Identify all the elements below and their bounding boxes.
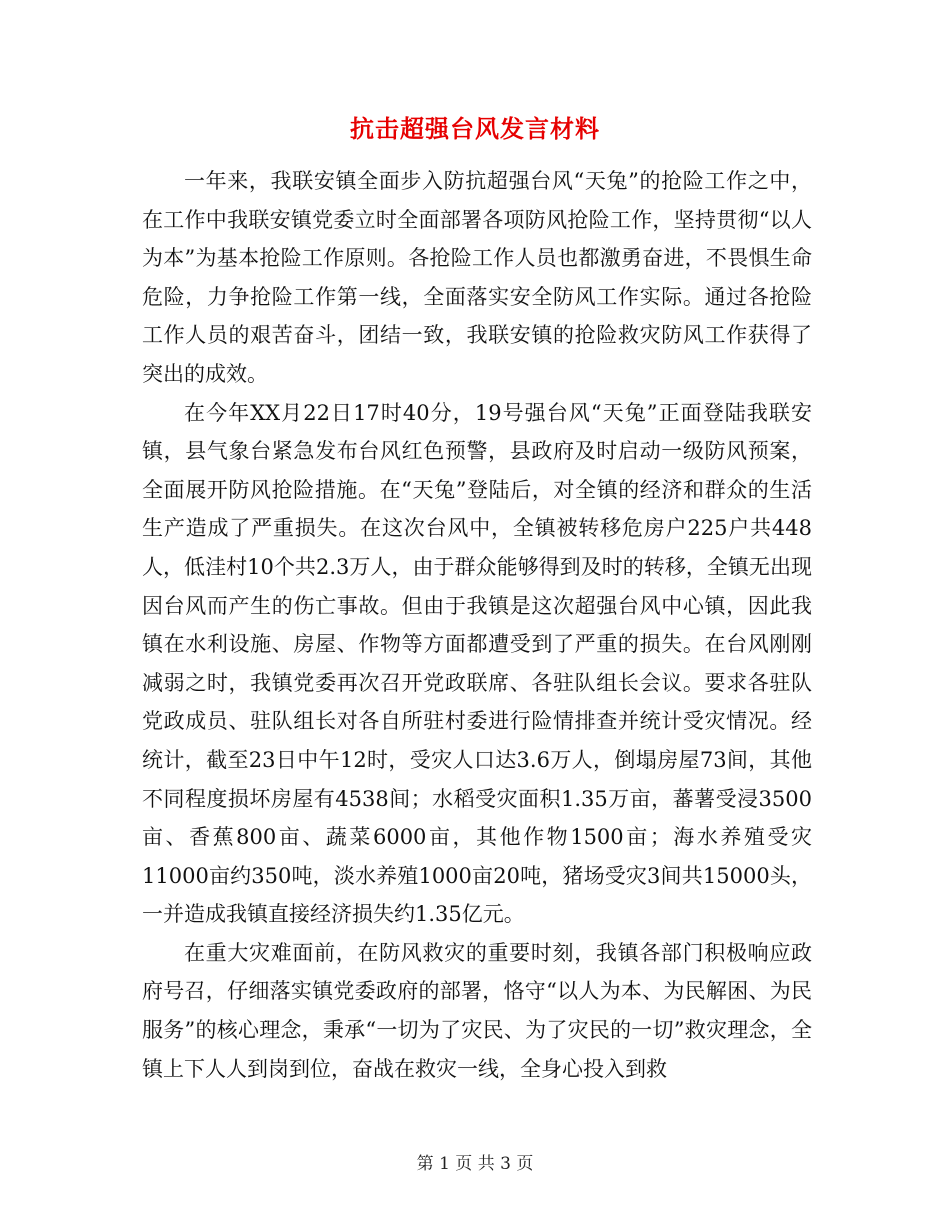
paragraph-3: 在重大灾难面前，在防风救灾的重要时刻，我镇各部门积极响应政府号召，仔细落实镇党委政府的部署，恪守“以人为本、为民解困、为民服务”的核心理念，秉承“一切为了灾民、为了灾民的一切”救灾理念，全镇上下人人到岗到位，奋战在救灾一线，全身心投入到救 xyxy=(142,940,812,1081)
page-number-footer: 第 1 页 共 3 页 xyxy=(416,1154,534,1174)
document-body xyxy=(142,162,812,1088)
paragraph-2: 在今年XX月22日17时40分，19号强台风“天兔”正面登陆我联安镇，县气象台紧急发布台风红色预警，县政府及时启动一级防风预案，全面展开防风抢险措施。在“天兔”登陆后，对全镇的经济和群众的生活生产造成了严重损失。在这次台风中，全镇被转移危房户225户共448人，低洼村10个共2.3万人，由于群众能够得到及时的转移，全镇无出现因台风而产生的伤亡事故。但由于我镇是这次超强台风中心镇，因此我镇在水利设施、房屋、作物等方面都遭受到了严重的损失。在台风刚刚减弱之时，我镇党委再次召开党政联席、各驻队组长会议。要求各驻队党政成员、驻队组长对各自所驻村委进行险情排查并统计受灾情况。经统计，截至23日中午12时，受灾人口达3.6万人，倒塌房屋73间，其他不同程度损坏房屋有4538间；水稻受灾面积1.35万亩，蕃薯受浸3500亩、香蕉800亩、蔬菜6000亩，其他作物1500亩；海水养殖受灾11000亩约350吨，淡水养殖1000亩20吨，猪场受灾3间共15000头，一并造成我镇直接经济损失约1.35亿元。 xyxy=(142,400,812,927)
paragraph-1: 一年来，我联安镇全面步入防抗超强台风“天兔”的抢险工作之中，在工作中我联安镇党委立时全面部署各项防风抢险工作，坚持贯彻“以人为本”为基本抢险工作原则。各抢险工作人员也都激勇奋进，不畏惧生命危险，力争抢险工作第一线，全面落实安全防风工作实际。通过各抢险工作人员的艰苦奋斗，团结一致，我联安镇的抢险救灾防风工作获得了突出的成效。 xyxy=(142,169,812,386)
document-title: 抗击超强台风发言材料 xyxy=(350,115,600,143)
